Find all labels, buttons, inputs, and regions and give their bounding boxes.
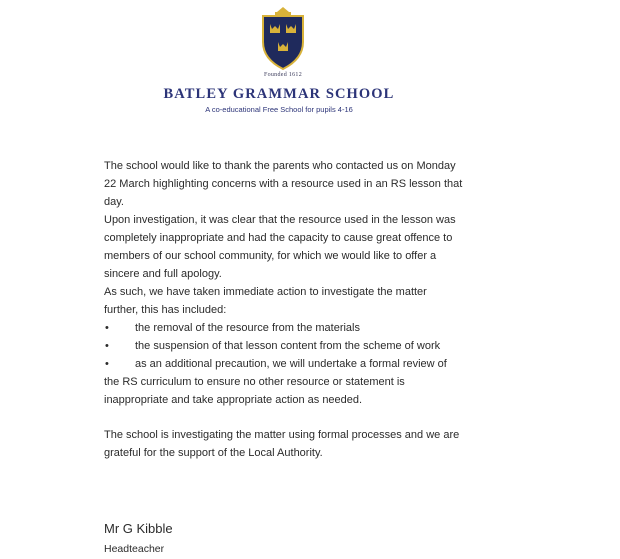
bullet-marker: • <box>105 322 109 334</box>
signature-role: Headteacher <box>104 543 165 555</box>
school-tagline: A co-educational Free School for pupils 4-16 <box>205 105 353 114</box>
list-item <box>104 319 464 337</box>
signature-name: Mr G Kibble <box>104 521 173 536</box>
bullet-text: the suspension of that lesson content from the scheme of work <box>135 340 441 352</box>
paragraph-actions: As such, we have taken immediate action to investigate the matter further, this has included: <box>104 286 427 316</box>
founded-text: Founded 1612 <box>263 72 303 78</box>
bullet-marker: • <box>105 358 109 370</box>
paragraph-thanks: The school would like to thank the parents who contacted us on Monday 22 March highlighting concerns with a resource used in an RS lesson that day. <box>104 160 463 208</box>
school-name: BATLEY GRAMMAR SCHOOL <box>163 86 395 102</box>
bullet-text: the removal of the resource from the materials <box>135 322 360 334</box>
paragraph-closing: The school is investigating the matter using formal processes and we are grateful for the support of the Local Authority. <box>104 429 460 459</box>
list-item <box>104 337 464 355</box>
bullet-text: as an additional precaution, we will undertake a formal review of the RS curriculum to ensure no other resource or statement is inappropriate and take appropriate action as needed. <box>104 358 447 406</box>
letter-body <box>104 157 464 462</box>
paragraph-investigation: Upon investigation, it was clear that the resource used in the lesson was completely inappropriate and had the capacity to cause great offence to members of our school community, for which we would like to offer a sincere and full apology. <box>104 214 456 280</box>
list-item <box>104 355 464 409</box>
school-crest-icon <box>255 6 311 72</box>
bullet-marker: • <box>105 340 109 352</box>
